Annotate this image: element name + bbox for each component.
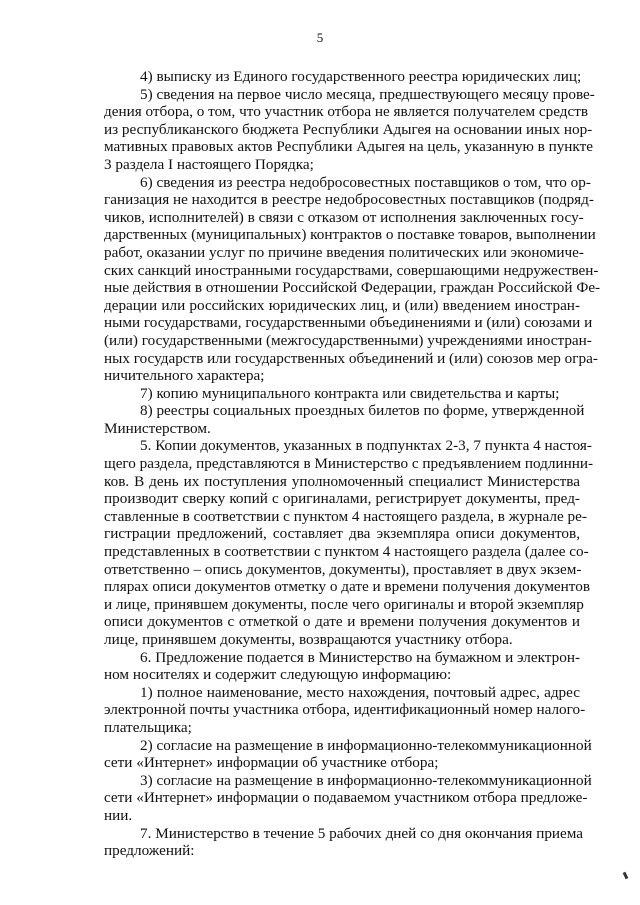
paragraph-line: дерации или российских юридических лиц, и (или) введением иностран-	[104, 296, 580, 314]
paragraph-line: ответственно – опись документов, документы), проставляет в двух экзем-	[104, 560, 582, 578]
paragraph-line: Министерством.	[104, 419, 211, 437]
paragraph-line: производит сверку копий с оригиналами, регистрирует документы, пред-	[104, 490, 580, 508]
paragraph-line: работ, оказании услуг по причине введения политических или экономиче-	[104, 243, 584, 261]
paragraph-line: 7) копию муниципального контракта или свидетельства и карты;	[140, 384, 560, 402]
paragraph-line: 8) реестры социальных проездных билетов по форме, утвержденной	[140, 402, 585, 420]
paragraph-line: и лице, принявшем документы, после чего оригиналы и второй экземпляр	[104, 595, 584, 613]
paragraph-line: 6. Предложение подается в Министерство на бумажном и электрон-	[140, 648, 580, 666]
paragraph-line: нии.	[104, 806, 133, 824]
paragraph-line: 4) выписку из Единого государственного реестра юридических лиц;	[140, 68, 582, 85]
paragraph-line: 7. Министерство в течение 5 рабочих дней со дня окончания приема	[140, 824, 584, 842]
paragraph-line: гистрации предложений, составляет два экземпляра описи документов,	[104, 525, 580, 543]
paragraph-line: плярах описи документов отметку о дате и времени получения документов	[104, 578, 591, 596]
paragraph-line: ставленные в соответствии с пунктом 4 настоящего раздела, в журнале ре-	[104, 507, 587, 525]
paragraph-line: 3 раздела I настоящего Порядка;	[104, 155, 314, 173]
paragraph-line: щего раздела, представляются в Министерство с предъявлением подлинни-	[104, 455, 594, 473]
paragraph-line: из республиканского бюджета Республики Адыгея на основании иных нор-	[104, 120, 593, 138]
paragraph-line: описи документов с отметкой о дате и времени получения документов и	[104, 613, 580, 631]
paragraph-line: ных государств или государственных объединений и (или) союзов мер огра-	[104, 349, 598, 367]
paragraph-line: 6) сведения из реестра недобросовестных поставщиков о том, что ор-	[140, 173, 591, 191]
paragraph-line: ков. В день их поступления уполномоченный специалист Министерства	[104, 472, 580, 490]
paragraph-line: электронной почты участника отбора, идентификационный номер налого-	[104, 701, 586, 719]
paragraph-line: представленных в соответствии с пунктом 4 настоящего раздела (далее со-	[104, 543, 589, 561]
paragraph-line: 3) согласие на размещение в информационно-телекоммуникационной	[140, 771, 592, 789]
body-text	[104, 68, 601, 860]
paragraph-line: 1) полное наименование, место нахождения, почтовый адрес, адрес	[140, 683, 580, 701]
paragraph-line: лице, принявшем документы, возвращаются участнику отбора.	[104, 631, 513, 648]
scan-artifact-mark	[623, 872, 629, 880]
paragraph-line: ских санкций иностранными государствами, совершающими недружествен-	[104, 261, 599, 279]
paragraph-line: ном носителях и содержит следующую информацию:	[104, 666, 452, 684]
page-number: 5	[316, 30, 324, 45]
paragraph-line: дарственных (муниципальных) контрактов о поставке товаров, выполнении	[104, 226, 596, 244]
paragraph-line: 5. Копии документов, указанных в подпунктах 2-3, 7 пункта 4 настоя-	[140, 437, 592, 455]
paragraph-line: дения отбора, о том, что участник отбора не является получателем средств	[104, 103, 589, 121]
paragraph-line: мативных правовых актов Республики Адыгея на цель, указанную в пункте	[104, 138, 593, 156]
paragraph-line: сети «Интернет» информации об участнике отбора;	[104, 754, 439, 772]
paragraph-line: предложений:	[104, 842, 195, 860]
paragraph-line: 2) согласие на размещение в информационно-телекоммуникационной	[140, 736, 592, 754]
paragraph-line: 5) сведения на первое число месяца, предшествующего месяцу прове-	[140, 85, 595, 103]
paragraph-line: ные действия в отношении Российской Федерации, граждан Российской Фе-	[104, 279, 601, 297]
paragraph-line: сети «Интернет» информации о подаваемом участником отбора предложе-	[104, 789, 588, 807]
paragraph-line: ничительного характера;	[104, 367, 265, 385]
paragraph-line: плательщика;	[104, 718, 192, 736]
paragraph-line: ными государствами, государственными объединениями и (или) союзами и	[104, 314, 593, 332]
paragraph-line: чиков, исполнителей) в связи с отказом от исполнения заключенных госу-	[104, 208, 584, 226]
paragraph-line: ганизация не находится в реестре недобросовестных поставщиков (подряд-	[104, 191, 594, 209]
paragraph-line: (или) государственными (межгосударственными) учреждениями иностран-	[104, 331, 592, 349]
